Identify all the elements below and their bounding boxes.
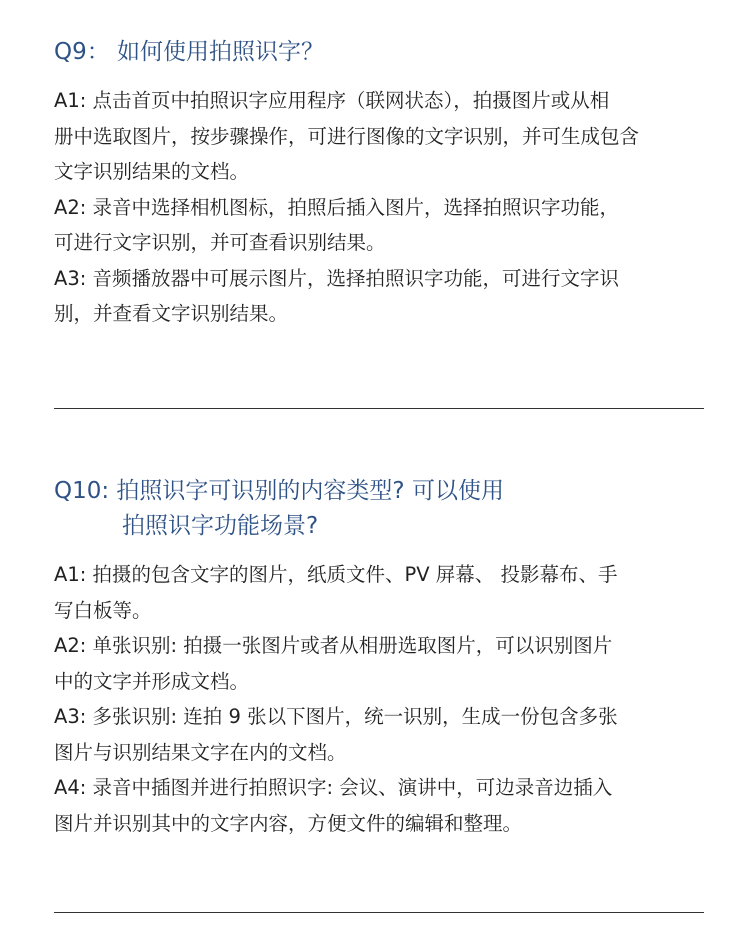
- answer-line: A3: 多张识别: 连拍 9 张以下图片，统一识别，生成一份包含多张: [54, 705, 618, 728]
- question-line: Q9： 如何使用拍照识字？: [54, 39, 325, 65]
- answer-line: A2: 单张识别: 拍摄一张图片或者从相册选取图片，可以识别图片: [54, 634, 613, 657]
- answer-line: A2: 录音中选择相机图标，拍照后插入图片，选择拍照识字功能，: [54, 195, 620, 219]
- section-divider: [54, 912, 704, 913]
- answer-line: 文字识别结果的文档。: [54, 160, 250, 183]
- answer-line: 册中选取图片，按步骤操作，可进行图像的文字识别，并可生成包含: [54, 124, 640, 148]
- answer-line: 图片与识别结果文字在内的文档。: [54, 740, 347, 764]
- question-line: 拍照识字功能场景?: [122, 513, 319, 539]
- answer-line: A3: 音频播放器中可展示图片，选择拍照识字功能，可进行文字识: [54, 266, 620, 290]
- answer-line: A1: 拍摄的包含文字的图片，纸质文件、PV 屏幕、 投影幕布、手: [54, 563, 618, 586]
- section-divider: [54, 408, 704, 409]
- answers-q10: [54, 557, 704, 841]
- answer-line: 中的文字并形成文档。: [54, 669, 250, 693]
- answers-q9: [54, 83, 704, 332]
- question-q10: [54, 474, 704, 544]
- question-line: Q10: 拍照识字可识别的内容类型? 可以使用: [54, 478, 504, 504]
- answer-line: A1: 点击首页中拍照识字应用程序（联网状态），拍摄图片或从相: [54, 89, 610, 112]
- faq-q10: [54, 474, 704, 841]
- answer-line: 别，并查看文字识别结果。: [54, 302, 289, 325]
- question-q9: [54, 35, 704, 70]
- answer-line: 写白板等。: [54, 598, 152, 622]
- faq-q9: [54, 35, 704, 332]
- answer-line: A4: 录音中插图并进行拍照识字: 会议、演讲中，可边录音边插入: [54, 776, 613, 799]
- answer-line: 图片并识别其中的文字内容，方便文件的编辑和整理。: [54, 811, 523, 835]
- answer-line: 可进行文字识别，并可查看识别结果。: [54, 231, 386, 254]
